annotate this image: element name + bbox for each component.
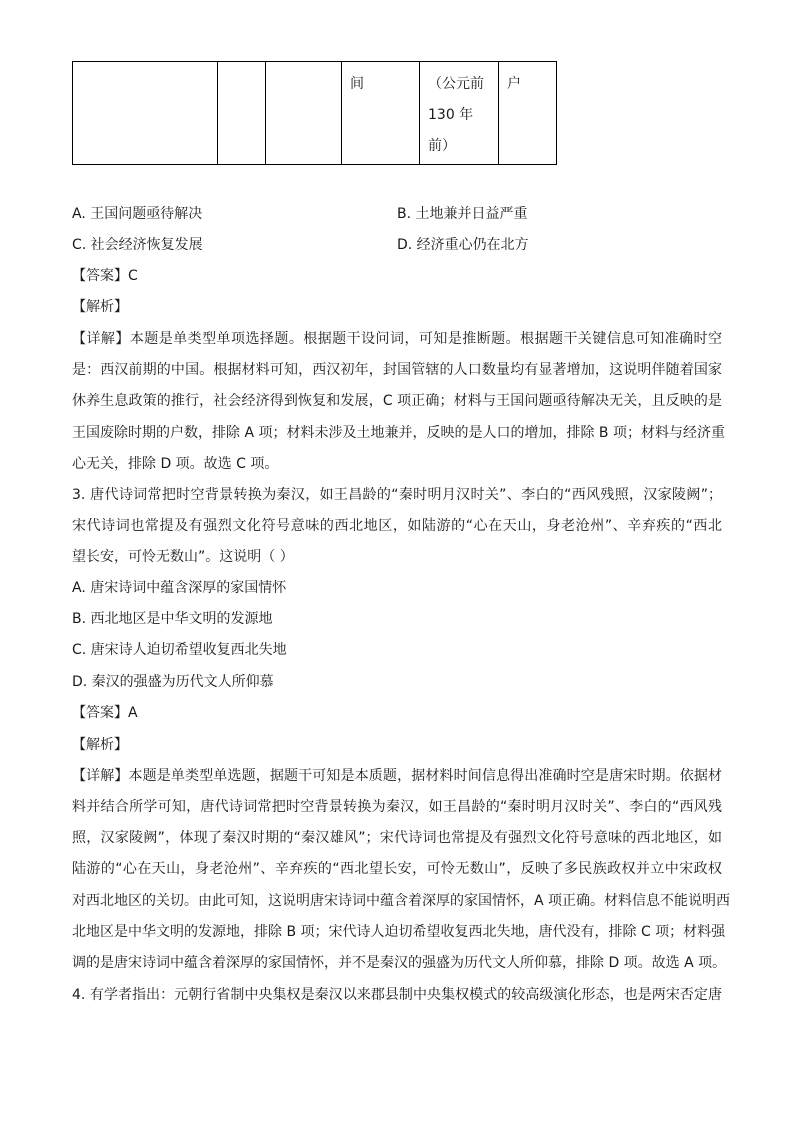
answer-label: 【答案】A [72, 705, 138, 721]
table-row [73, 62, 557, 165]
option-a: A. 王国问题亟待解决 [72, 206, 203, 222]
detail-line: 照，汉家陵阙”，体现了秦汉时期的“秦汉雄风”；宋代诗词也常提及有强烈文化符号意味的西北地区，如 [72, 830, 722, 846]
option-b: B. 土地兼并日益严重 [397, 206, 528, 222]
option-d: D. 秦汉的强盛为历代文人所仰慕 [72, 674, 274, 690]
table-cell [73, 62, 218, 165]
table-cell: 户 [499, 62, 557, 165]
question-stem-line: 3. 唐代诗词常把时空背景转换为秦汉，如王昌龄的“秦时明月汉时关”、李白的“西风残照，汉家陵阙”； [72, 487, 722, 503]
table-cell-line: （公元前 [428, 76, 484, 92]
detail-line: 料并结合所学可知，唐代诗词常把时空背景转换为秦汉，如王昌龄的“秦时明月汉时关”、李白的“西风残 [72, 799, 722, 815]
question-stem-line: 望长安，可怜无数山”。这说明（ ） [72, 549, 294, 565]
option-b: B. 西北地区是中华文明的发源地 [72, 611, 273, 627]
detail-line: 是：西汉前期的中国。根据材料可知，西汉初年，封国管辖的人口数量均有显著增加，这说明伴随着国家 [72, 362, 722, 378]
answer-label: 【答案】C [72, 268, 138, 284]
detail-line: 北地区是中华文明的发源地，排除 B 项；宋代诗人迫切希望收复西北失地，唐代没有，排除 C 项；材料强 [72, 924, 726, 940]
detail-line: 王国废除时期的户数，排除 A 项；材料未涉及土地兼并，反映的是人口的增加，排除 B 项；材料与经济重 [72, 425, 725, 441]
table-cell: 间 [342, 62, 420, 165]
option-c: C. 唐宋诗人迫切希望收复西北失地 [72, 642, 287, 658]
analysis-label: 【解析】 [72, 737, 128, 753]
detail-line: 【详解】本题是单类型单选题，据题干可知是本质题，据材料时间信息得出准确时空是唐宋时期。依据材 [72, 768, 722, 784]
table-cell [266, 62, 342, 165]
detail-line: 心无关，排除 D 项。故选 C 项。 [72, 456, 279, 472]
detail-line: 【详解】本题是单类型单项选择题。根据题干设问词，可知是推断题。根据题干关键信息可知准确时空 [72, 331, 722, 347]
question-stem-line: 宋代诗词也常提及有强烈文化符号意味的西北地区，如陆游的“心在天山，身老沧州”、辛弃疾的“西北 [72, 518, 722, 534]
option-c: C. 社会经济恢复发展 [72, 237, 203, 253]
option-a: A. 唐宋诗词中蕴含深厚的家国情怀 [72, 580, 287, 596]
detail-line: 对西北地区的关切。由此可知，这说明唐宋诗词中蕴含着深厚的家国情怀，A 项正确。材料信息不能说明西 [72, 893, 731, 909]
question-stem-line: 4. 有学者指出：元朝行省制中央集权是秦汉以来郡县制中央集权模式的较高级演化形态，也是两宋否定唐 [72, 987, 722, 1003]
population-table [72, 61, 557, 165]
detail-line: 调的是唐宋诗词中蕴含着深厚的家国情怀，并不是秦汉的强盛为历代文人所仰慕，排除 D 项。故选 A 项。 [72, 955, 727, 971]
detail-line: 休养生息政策的推行，社会经济得到恢复和发展，C 项正确；材料与王国问题亟待解决无关，且反映的是 [72, 393, 722, 409]
table-cell-line: 前） [428, 138, 456, 154]
option-d: D. 经济重心仍在北方 [397, 237, 529, 253]
table-cell [218, 62, 266, 165]
table-cell-text [420, 62, 498, 162]
analysis-label: 【解析】 [72, 299, 128, 315]
detail-line: 陆游的“心在天山，身老沧州”、辛弃疾的“西北望长安，可怜无数山”，反映了多民族政权并立中宋政权 [72, 861, 722, 877]
table-cell [420, 62, 499, 165]
table-cell-line: 130 年 [428, 107, 474, 123]
